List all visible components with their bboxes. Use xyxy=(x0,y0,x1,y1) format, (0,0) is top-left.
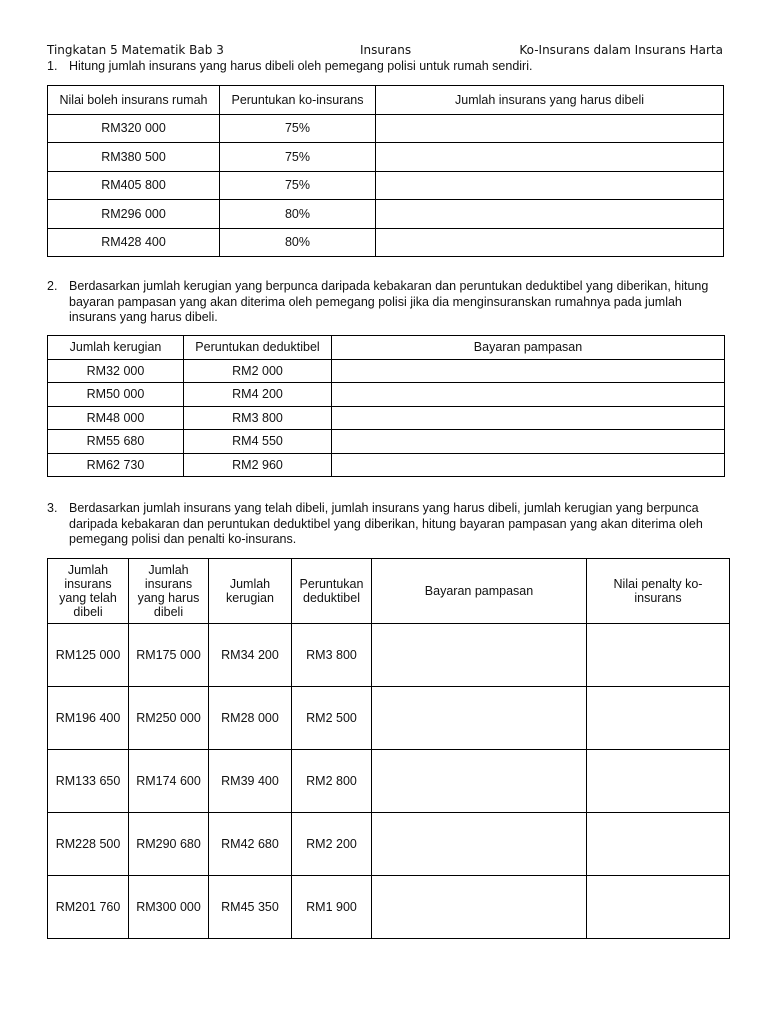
answer-cell[interactable] xyxy=(376,228,724,257)
table-cell: RM2 800 xyxy=(292,750,372,813)
table-cell: RM28 000 xyxy=(209,687,292,750)
table-cell: RM320 000 xyxy=(48,114,220,143)
table-cell: RM50 000 xyxy=(48,383,184,407)
table-row xyxy=(48,687,730,750)
answer-cell[interactable] xyxy=(376,200,724,229)
header-subtopic: Ko-Insurans dalam Insurans Harta xyxy=(519,43,723,57)
column-header: Jumlah kerugian xyxy=(209,559,292,624)
table-cell: RM39 400 xyxy=(209,750,292,813)
table-row xyxy=(48,383,725,407)
table-row xyxy=(48,406,725,430)
table-row xyxy=(48,430,725,454)
table-row xyxy=(48,876,730,939)
table-cell: 75% xyxy=(220,143,376,172)
question-number: 2. xyxy=(47,279,58,293)
table-cell: RM428 400 xyxy=(48,228,220,257)
answer-cell[interactable] xyxy=(587,876,730,939)
table-cell: RM296 000 xyxy=(48,200,220,229)
table-row xyxy=(48,813,730,876)
table-cell: RM2 200 xyxy=(292,813,372,876)
table-row xyxy=(48,114,724,143)
table-cell: RM196 400 xyxy=(48,687,129,750)
table-row xyxy=(48,143,724,172)
column-header: Peruntukan deduktibel xyxy=(184,336,332,360)
table-cell: RM48 000 xyxy=(48,406,184,430)
question-number: 3. xyxy=(47,501,58,515)
column-header: Peruntukan ko-insurans xyxy=(220,86,376,115)
table-row xyxy=(48,171,724,200)
table-cell: RM174 600 xyxy=(129,750,209,813)
page-header xyxy=(47,43,723,59)
column-header: Peruntukan deduktibel xyxy=(292,559,372,624)
table-cell: RM62 730 xyxy=(48,453,184,477)
table-cell: 80% xyxy=(220,200,376,229)
question-3 xyxy=(47,501,727,548)
table-cell: RM175 000 xyxy=(129,624,209,687)
table-cell: RM55 680 xyxy=(48,430,184,454)
table-row xyxy=(48,359,725,383)
column-header: Jumlah insurans yang telah dibeli xyxy=(48,559,129,624)
table-cell: RM125 000 xyxy=(48,624,129,687)
answer-cell[interactable] xyxy=(372,750,587,813)
answer-cell[interactable] xyxy=(372,813,587,876)
answer-cell[interactable] xyxy=(587,813,730,876)
question-number: 1. xyxy=(47,59,58,73)
answer-cell[interactable] xyxy=(587,750,730,813)
table-cell: RM201 760 xyxy=(48,876,129,939)
answer-cell[interactable] xyxy=(372,624,587,687)
answer-cell[interactable] xyxy=(332,359,725,383)
answer-cell[interactable] xyxy=(332,383,725,407)
table-header-row xyxy=(48,336,725,360)
question-1-table xyxy=(47,85,724,257)
table-cell: RM405 800 xyxy=(48,171,220,200)
table-cell: RM300 000 xyxy=(129,876,209,939)
table-cell: RM290 680 xyxy=(129,813,209,876)
column-header: Nilai boleh insurans rumah xyxy=(48,86,220,115)
column-header: Bayaran pampasan xyxy=(332,336,725,360)
question-3-table xyxy=(47,558,730,939)
table-cell: RM228 500 xyxy=(48,813,129,876)
answer-cell[interactable] xyxy=(376,114,724,143)
column-header: Jumlah insurans yang harus dibeli xyxy=(129,559,209,624)
answer-cell[interactable] xyxy=(332,430,725,454)
table-row xyxy=(48,453,725,477)
question-text: Berdasarkan jumlah kerugian yang berpunca daripada kebakaran dan peruntukan deduktibel yang diberikan, hitung bayaran pampasan yang akan diterima oleh pemegang polisi jika dia menginsuranskan rumahnya pada jumlah insurans yang harus dibeli. xyxy=(69,279,709,324)
table-cell: RM32 000 xyxy=(48,359,184,383)
question-2 xyxy=(47,279,727,326)
question-text: Hitung jumlah insurans yang harus dibeli oleh pemegang polisi untuk rumah sendiri. xyxy=(69,59,533,73)
table-cell: RM250 000 xyxy=(129,687,209,750)
table-cell: RM133 650 xyxy=(48,750,129,813)
answer-cell[interactable] xyxy=(376,143,724,172)
table-cell: RM1 900 xyxy=(292,876,372,939)
table-cell: RM3 800 xyxy=(184,406,332,430)
header-subject: Tingkatan 5 Matematik Bab 3 xyxy=(47,43,224,57)
column-header: Jumlah insurans yang harus dibeli xyxy=(376,86,724,115)
table-row xyxy=(48,750,730,813)
table-cell: 75% xyxy=(220,114,376,143)
table-cell: RM4 200 xyxy=(184,383,332,407)
answer-cell[interactable] xyxy=(332,453,725,477)
question-1 xyxy=(47,59,727,75)
table-cell: RM45 350 xyxy=(209,876,292,939)
table-cell: 80% xyxy=(220,228,376,257)
table-header-row xyxy=(48,86,724,115)
table-header-row xyxy=(48,559,730,624)
question-text: Berdasarkan jumlah insurans yang telah dibeli, jumlah insurans yang harus dibeli, jumlah kerugian yang berpunca daripada kebakaran dan peruntukan deduktibel yang diberikan, hitung bayaran pampasan yang akan diterima oleh pemegang polisi dan penalti ko-insurans. xyxy=(69,501,703,546)
table-row xyxy=(48,228,724,257)
column-header: Nilai penalty ko-insurans xyxy=(587,559,730,624)
table-cell: RM380 500 xyxy=(48,143,220,172)
table-cell: RM3 800 xyxy=(292,624,372,687)
table-cell: RM34 200 xyxy=(209,624,292,687)
answer-cell[interactable] xyxy=(332,406,725,430)
header-topic: Insurans xyxy=(360,43,412,57)
table-cell: RM2 500 xyxy=(292,687,372,750)
table-cell: RM42 680 xyxy=(209,813,292,876)
answer-cell[interactable] xyxy=(587,687,730,750)
table-row xyxy=(48,624,730,687)
answer-cell[interactable] xyxy=(376,171,724,200)
table-row xyxy=(48,200,724,229)
answer-cell[interactable] xyxy=(372,687,587,750)
table-cell: RM2 960 xyxy=(184,453,332,477)
table-cell: RM2 000 xyxy=(184,359,332,383)
column-header: Bayaran pampasan xyxy=(372,559,587,624)
column-header: Jumlah kerugian xyxy=(48,336,184,360)
table-cell: 75% xyxy=(220,171,376,200)
table-cell: RM4 550 xyxy=(184,430,332,454)
question-2-table xyxy=(47,335,725,477)
answer-cell[interactable] xyxy=(372,876,587,939)
answer-cell[interactable] xyxy=(587,624,730,687)
